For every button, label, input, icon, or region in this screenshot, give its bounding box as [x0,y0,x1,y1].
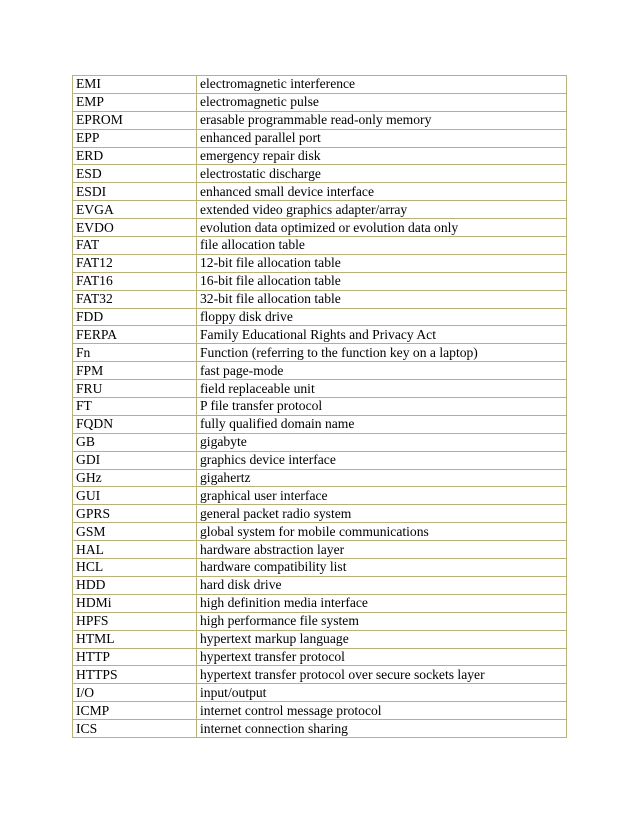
acronym-cell: HDMi [73,594,197,612]
table-row [73,380,567,398]
table-row [73,630,567,648]
table-row [73,147,567,165]
acronym-cell: FDD [73,308,197,326]
acronym-cell: I/O [73,684,197,702]
definition-cell: input/output [197,684,567,702]
definition-cell: high performance file system [197,612,567,630]
definition-cell: fully qualified domain name [197,415,567,433]
table-row [73,362,567,380]
definition-cell: extended video graphics adapter/array [197,201,567,219]
table-row [73,720,567,738]
acronym-cell: EMP [73,93,197,111]
definition-cell: hypertext transfer protocol over secure sockets layer [197,666,567,684]
table-row [73,398,567,416]
table-row [73,648,567,666]
definition-cell: general packet radio system [197,505,567,523]
table-row [73,594,567,612]
definition-cell: emergency repair disk [197,147,567,165]
acronym-table-body [73,76,567,738]
definition-cell: floppy disk drive [197,308,567,326]
acronym-cell: FQDN [73,415,197,433]
definition-cell: evolution data optimized or evolution data only [197,219,567,237]
table-row [73,612,567,630]
acronym-cell: HAL [73,541,197,559]
definition-cell: 16-bit file allocation table [197,272,567,290]
definition-cell: gigahertz [197,469,567,487]
acronym-cell: GB [73,433,197,451]
table-row [73,290,567,308]
acronym-cell: GHz [73,469,197,487]
acronym-cell: GUI [73,487,197,505]
definition-cell: internet connection sharing [197,720,567,738]
table-row [73,451,567,469]
table-row [73,487,567,505]
table-row [73,219,567,237]
table-row [73,237,567,255]
table-row [73,326,567,344]
acronym-cell: ICMP [73,702,197,720]
acronym-cell: FRU [73,380,197,398]
definition-cell: erasable programmable read-only memory [197,111,567,129]
acronym-cell: FT [73,398,197,416]
table-row [73,433,567,451]
acronym-cell: FERPA [73,326,197,344]
acronym-cell: HTML [73,630,197,648]
definition-cell: global system for mobile communications [197,523,567,541]
definition-cell: Function (referring to the function key on a laptop) [197,344,567,362]
table-row [73,111,567,129]
acronym-cell: EPROM [73,111,197,129]
acronym-cell: EMI [73,76,197,94]
table-row [73,165,567,183]
table-row [73,415,567,433]
acronym-cell: HPFS [73,612,197,630]
definition-cell: hardware abstraction layer [197,541,567,559]
table-row [73,272,567,290]
acronym-cell: ICS [73,720,197,738]
definition-cell: hypertext markup language [197,630,567,648]
definition-cell: field replaceable unit [197,380,567,398]
acronym-cell: EVGA [73,201,197,219]
acronym-cell: EPP [73,129,197,147]
table-row [73,76,567,94]
acronym-cell: HDD [73,576,197,594]
definition-cell: Family Educational Rights and Privacy Act [197,326,567,344]
acronym-cell: FAT [73,237,197,255]
acronym-cell: HTTP [73,648,197,666]
definition-cell: file allocation table [197,237,567,255]
definition-cell: high definition media interface [197,594,567,612]
table-row [73,505,567,523]
acronym-cell: FAT16 [73,272,197,290]
table-row [73,684,567,702]
definition-cell: electromagnetic interference [197,76,567,94]
table-row [73,93,567,111]
table-row [73,469,567,487]
definition-cell: hypertext transfer protocol [197,648,567,666]
acronym-cell: ESDI [73,183,197,201]
acronym-cell: ESD [73,165,197,183]
acronym-cell: GDI [73,451,197,469]
table-row [73,523,567,541]
table-row [73,559,567,577]
definition-cell: 12-bit file allocation table [197,254,567,272]
acronym-cell: FAT12 [73,254,197,272]
acronym-cell: GSM [73,523,197,541]
acronym-cell: GPRS [73,505,197,523]
acronym-cell: HCL [73,559,197,577]
definition-cell: 32-bit file allocation table [197,290,567,308]
definition-cell: enhanced parallel port [197,129,567,147]
acronym-cell: Fn [73,344,197,362]
acronym-cell: EVDO [73,219,197,237]
definition-cell: enhanced small device interface [197,183,567,201]
definition-cell: electromagnetic pulse [197,93,567,111]
definition-cell: gigabyte [197,433,567,451]
definition-cell: graphics device interface [197,451,567,469]
acronym-cell: ERD [73,147,197,165]
table-row [73,702,567,720]
definition-cell: hard disk drive [197,576,567,594]
table-row [73,201,567,219]
definition-cell: hardware compatibility list [197,559,567,577]
definition-cell: electrostatic discharge [197,165,567,183]
table-row [73,183,567,201]
definition-cell: fast page-mode [197,362,567,380]
definition-cell: graphical user interface [197,487,567,505]
table-row [73,308,567,326]
table-row [73,254,567,272]
table-row [73,344,567,362]
definition-cell: internet control message protocol [197,702,567,720]
definition-cell: P file transfer protocol [197,398,567,416]
acronym-cell: FPM [73,362,197,380]
table-row [73,576,567,594]
table-row [73,129,567,147]
table-row [73,666,567,684]
acronym-cell: HTTPS [73,666,197,684]
table-row [73,541,567,559]
acronym-table [72,75,567,738]
acronym-cell: FAT32 [73,290,197,308]
